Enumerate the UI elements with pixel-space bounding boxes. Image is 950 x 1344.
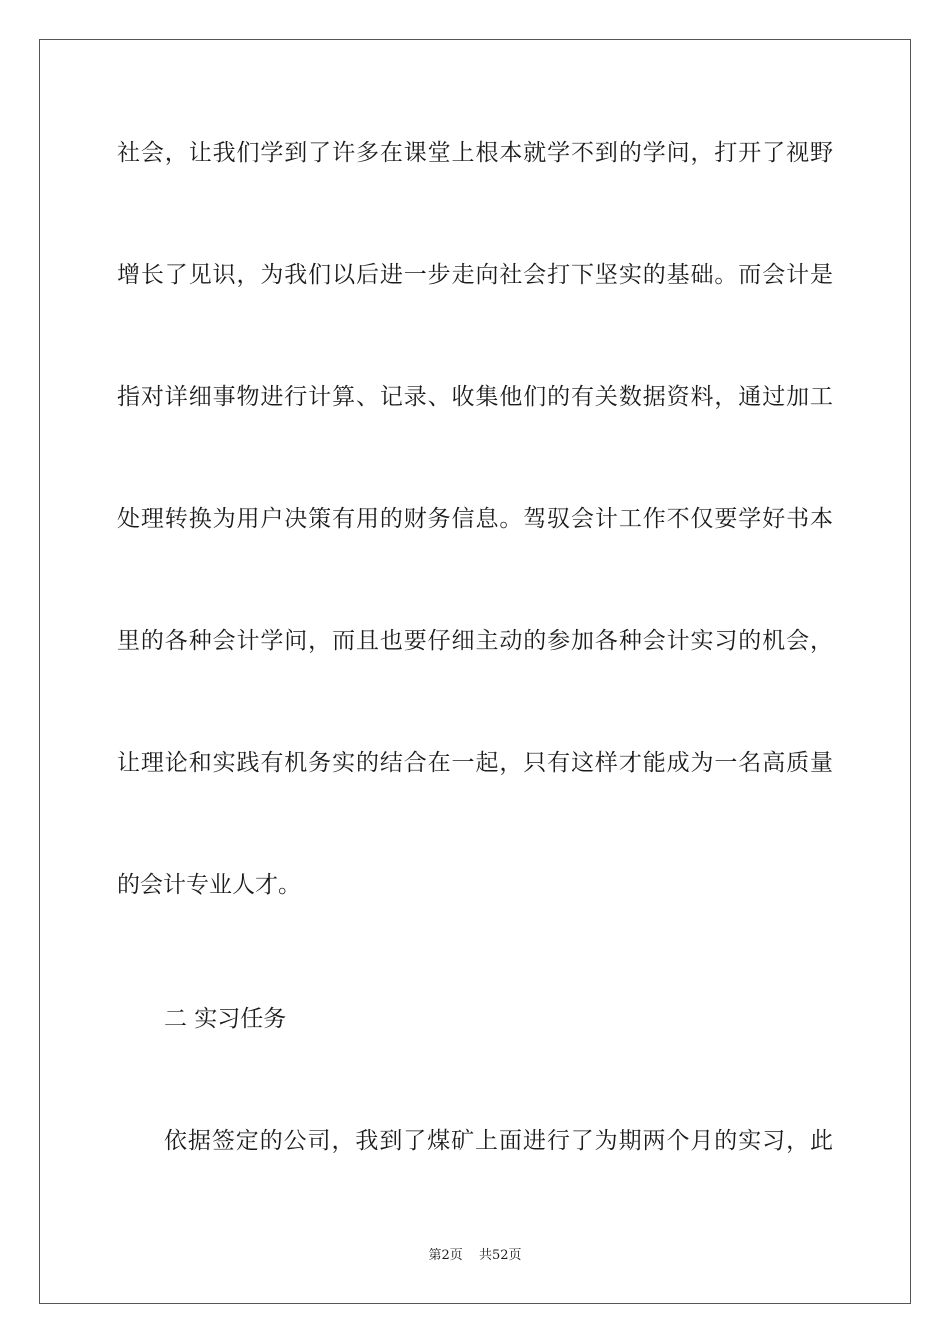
total-pages: 共52页 xyxy=(478,1248,522,1263)
body-text-line-3: 指对详细事物进行计算、记录、收集他们的有关数据资料，通过加工 xyxy=(117,384,833,410)
body-text-line-5: 里的各种会计学问，而且也要仔细主动的参加各种会计实习的机会， xyxy=(117,628,833,654)
body-text-line-2: 增长了见识，为我们以后进一步走向社会打下坚实的基础。而会计是 xyxy=(117,262,833,288)
page-border xyxy=(39,39,911,1304)
body-text-line-7: 的会计专业人才。 xyxy=(117,872,301,898)
body-text-line-6: 让理论和实践有机务实的结合在一起，只有这样才能成为一名高质量 xyxy=(117,750,833,776)
body-text-line-1: 社会，让我们学到了许多在课堂上根本就学不到的学问，打开了视野 xyxy=(117,140,833,166)
section-heading: 二 实习任务 xyxy=(164,1006,287,1032)
page-footer xyxy=(0,1247,950,1265)
paragraph-first-line: 依据签定的公司，我到了煤矿上面进行了为期两个月的实习，此 xyxy=(164,1128,833,1154)
page-number: 第2页 xyxy=(428,1248,463,1263)
body-text-line-4: 处理转换为用户决策有用的财务信息。驾驭会计工作不仅要学好书本 xyxy=(117,506,833,532)
